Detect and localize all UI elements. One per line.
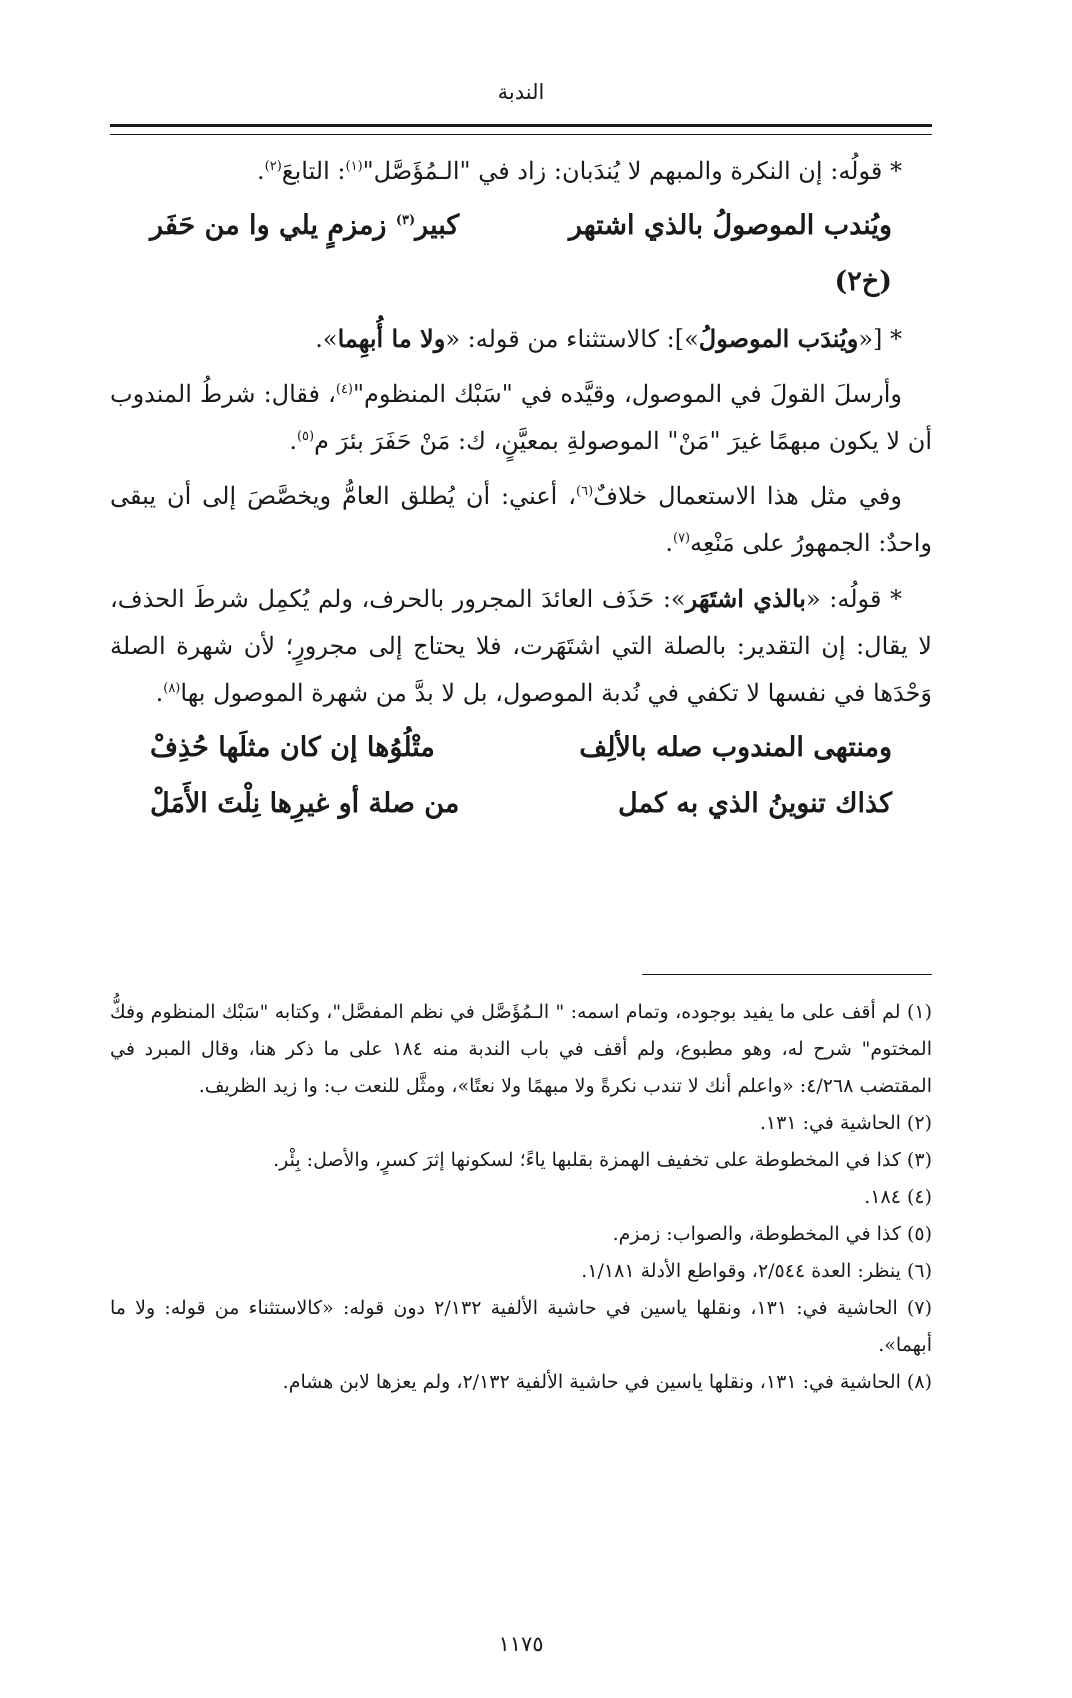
footnote-7: (٧) الحاشية في: ١٣١، ونقلها ياسين في حاشية الألفية ٢/١٣٢ دون قوله: «كالاستثناء من قوله: ولا ما أبهما». <box>110 1297 932 1356</box>
footnote-ref-5[interactable]: (٥) <box>296 429 315 444</box>
paragraph-commentary-5: * قولُه: «بالذي اشتَهَر»: حَذَف العائدَ المجرور بالحرف، ولم يُكمِل شرطَ الحذف، لا يقال: إن التقدير: بالصلة التي اشتَهَرت، فلا يحتاج إلى مجرورٍ؛ لأن شهرة الصلة وَحْدَها في نفسها لا تكفي في نُدبة الموصول، بل لا بدَّ من شهرة الموصول بها$^{(٨)}$. <box>110 584 932 707</box>
verse-line-1 <box>110 201 932 251</box>
footnote-ref-1[interactable]: (١) <box>345 159 363 174</box>
verse-3-second-hemistich: من صلة أو غيرِها نِلْتَ الأَمَلْ <box>150 788 460 819</box>
footnote-ref-7[interactable]: (٧) <box>672 531 691 546</box>
footnote-3: (٣) كذا في المخطوطة على تخفيف الهمزة بقلبها ياءً؛ لسكونها إثرَ كسرٍ، والأصل: بِئْر. <box>273 1149 932 1171</box>
footnote-ref-8[interactable]: (٨) <box>163 681 181 696</box>
verse-line-2 <box>110 723 932 773</box>
page-number: ١١٧٥ <box>498 1632 544 1656</box>
footnote-separator <box>642 974 932 975</box>
footnote-4: (٤) ١٨٤. <box>864 1186 932 1208</box>
verse-line-3 <box>110 779 932 829</box>
footnotes <box>110 994 932 1401</box>
footnote-6: (٦) ينظر: العدة ٢/٥٤٤، وقواطع الأدلة ١/١٨١. <box>581 1260 932 1282</box>
footnote-8: (٨) الحاشية في: ١٣١، ونقلها ياسين في حاشية الألفية ٢/١٣٢، ولم يعزها لابن هشام. <box>282 1371 932 1393</box>
footnote-2: (٢) الحاشية في: ١٣١. <box>759 1112 932 1134</box>
verse-1-first-hemistich: ويُندب الموصولُ بالذي اشتهر <box>568 210 892 241</box>
footnote-ref-4[interactable]: (٤) <box>335 382 353 397</box>
running-header: الندبة <box>497 80 545 104</box>
main-text <box>110 148 932 835</box>
footnote-ref-2[interactable]: (٢) <box>264 159 282 174</box>
header-rule-thin <box>110 134 932 135</box>
paragraph-commentary-1: * قولُه: إن النكرة والمبهم لا يُندَبان: زاد في "الـمُؤَصَّل"$^{(١)}$: التابعَ$^{(٢)}$. <box>257 157 902 185</box>
verse-3-first-hemistich: كذاك تنوينُ الذي به كمل <box>618 788 892 819</box>
paragraph-commentary-3: وأرسلَ القولَ في الموصول، وقيَّده في "سَبْك المنظوم"$^{(٤)}$، فقال: شرطُ المندوب أن لا يكون مبهمًا غيرَ "مَنْ" الموصولةِ بمعيَّنٍ، ك: مَنْ حَفَرَ بئرَ م$^{(٥)}$. <box>110 380 932 455</box>
verse-2-first-hemistich: ومنتهى المندوب صله بالألِف <box>579 732 892 763</box>
verse-1-second-hemistich: كبير$^{(٣)}$ زمزمٍ يلي وا من حَفَر <box>150 210 460 241</box>
footnote-ref-3[interactable]: (٣) <box>395 213 416 228</box>
verse-2-second-hemistich: متْلُوُها إن كان مثلَها حُذِفْ <box>150 732 435 763</box>
verse-1-manuscript-marker: (خ٢) <box>834 266 892 297</box>
footnote-ref-6[interactable]: (٦) <box>576 484 594 499</box>
book-page <box>110 0 932 1698</box>
paragraph-commentary-2: * [«ويُندَب الموصولُ»]: كالاستثناء من قوله: «ولا ما أُبهِما». <box>315 324 902 353</box>
footnote-5: (٥) كذا في المخطوطة، والصواب: زمزم. <box>612 1223 932 1245</box>
footnote-1: (١) لم أقف على ما يفيد بوجوده، وتمام اسمه: " الـمُؤَصَّل في نظم المفصَّل"، وكتابه "سَبْك المنظوم وفكُّ المختوم" شرح له، وهو مطبوع، ولم أقف في باب الندبة منه ١٨٤ على ما ذكر هنا، وقال المبرد في المقتضب ٤/٢٦٨: «واعلم أنك لا تندب نكرةً ولا مبهمًا ولا نعتًا»، ومثَّل للنعت ب: وا زيد الظريف. <box>110 1001 932 1097</box>
header-rule-thick <box>110 124 932 127</box>
paragraph-commentary-4: وفي مثل هذا الاستعمال خلافٌ$^{(٦)}$، أعني: أن يُطلق العامُّ ويخصَّصَ إلى أن يبقى واحدٌ: الجمهورُ على مَنْعِه$^{(٧)}$. <box>110 482 932 557</box>
